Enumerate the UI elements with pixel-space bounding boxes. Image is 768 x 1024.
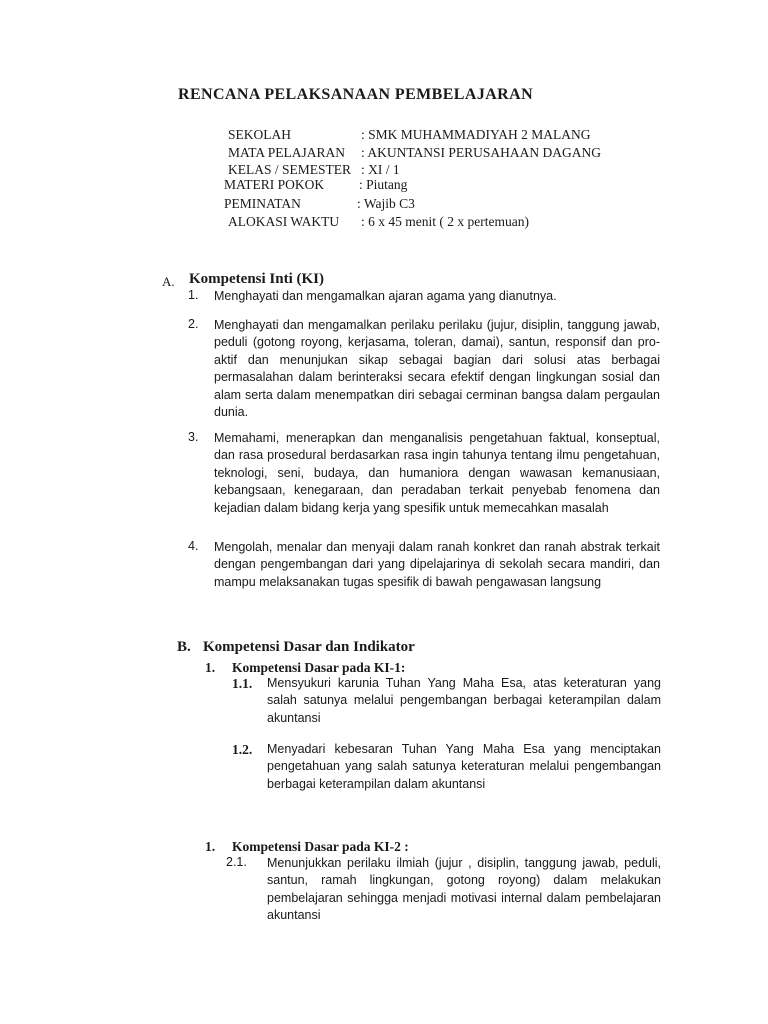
identity-value-subject: : AKUNTANSI PERUSAHAAN DAGANG — [361, 145, 602, 160]
identity-label-specialization: PEMINATAN — [224, 196, 301, 211]
identity-label-school: SEKOLAH — [228, 127, 291, 142]
kd-item-text: Menyadari kebesaran Tuhan Yang Maha Esa yang menciptakan pengetahuan yang salah satunya keteraturan melalui pengembangan berbagai keterampilan dalam akuntansi — [267, 742, 661, 791]
ki-item-text: Menghayati dan mengamalkan perilaku perilaku (jujur, disiplin, tanggung jawab, peduli (gotong royong, kerjasama, toleran, damai), santun, responsif dan pro-aktif dan menunjukan sikap sebagai bagian dari solusi atas berbagai permasalahan dalam berinteraksi secara efektif dengan lingkungan sosial dan alam serta dalam menempatkan diri sebagai cerminan bangsa dalam pergaulan dunia. — [214, 318, 660, 420]
kd-item-number: 1.2. — [232, 742, 253, 757]
section-a-letter: A. — [162, 274, 175, 289]
kd-group-number: 1. — [205, 660, 216, 675]
identity-label-subject: MATA PELAJARAN — [228, 145, 346, 160]
identity-value-school: : SMK MUHAMMADIYAH 2 MALANG — [361, 127, 591, 142]
ki-item-number: 1. — [188, 288, 199, 302]
section-b-title: Kompetensi Dasar dan Indikator — [203, 639, 415, 655]
section-b-letter: B. — [177, 639, 191, 655]
kd-group-number: 1. — [205, 839, 216, 854]
identity-label-topic: MATERI POKOK — [224, 177, 325, 192]
kd-item-text: Menunjukkan perilaku ilmiah (jujur , disiplin, tanggung jawab, peduli, santun, ramah lingkungan, gotong royong) dalam melakukan pembelajaran sehingga menjadi motivasi internal dalam pembelajaran akuntansi — [267, 856, 661, 923]
section-a-title: Kompetensi Inti (KI) — [189, 271, 324, 287]
ki-item-text: Memahami, menerapkan dan menganalisis pengetahuan faktual, konseptual, dan rasa prosedural berdasarkan rasa ingin tahunya tentang ilmu pengetahuan, teknologi, seni, budaya, dan humaniora dengan wawasan kemanusiaan, kebangsaan, kenegaraan, dan peradaban terkait penyebab fenomena dan kejadian dalam bidang kerja yang spesifik untuk memecahkan masalah — [214, 431, 660, 515]
identity-value-class: : XI / 1 — [361, 162, 400, 177]
ki-item-number: 2. — [188, 317, 199, 331]
identity-value-time: : 6 x 45 menit ( 2 x pertemuan) — [361, 214, 529, 229]
kd-item-text: Mensyukuri karunia Tuhan Yang Maha Esa, atas keteraturan yang salah satunya melalui pengembangan berbagai keterampilan dalam akuntansi — [267, 676, 661, 725]
ki-item-text: Mengolah, menalar dan menyaji dalam ranah konkret dan ranah abstrak terkait dengan pengembangan dari yang dipelajarinya di sekolah secara mandiri, dan mampu melaksanakan tugas spesifik di bawah pengawasan langsung — [214, 540, 660, 589]
ki-item-number: 4. — [188, 539, 199, 553]
kd-group-title: Kompetensi Dasar pada KI-1: — [232, 660, 406, 675]
ki-item-text: Menghayati dan mengamalkan ajaran agama yang dianutnya. — [214, 289, 557, 303]
identity-value-topic: : Piutang — [359, 177, 408, 192]
identity-label-time: ALOKASI WAKTU — [228, 214, 340, 229]
kd-item-number: 2.1. — [226, 855, 247, 869]
document-title: RENCANA PELAKSANAAN PEMBELAJARAN — [178, 86, 534, 103]
ki-item-number: 3. — [188, 430, 199, 444]
kd-group-title: Kompetensi Dasar pada KI-2 : — [232, 839, 409, 854]
identity-label-class: KELAS / SEMESTER — [228, 162, 352, 177]
kd-item-number: 1.1. — [232, 676, 253, 691]
identity-value-specialization: : Wajib C3 — [357, 196, 415, 211]
